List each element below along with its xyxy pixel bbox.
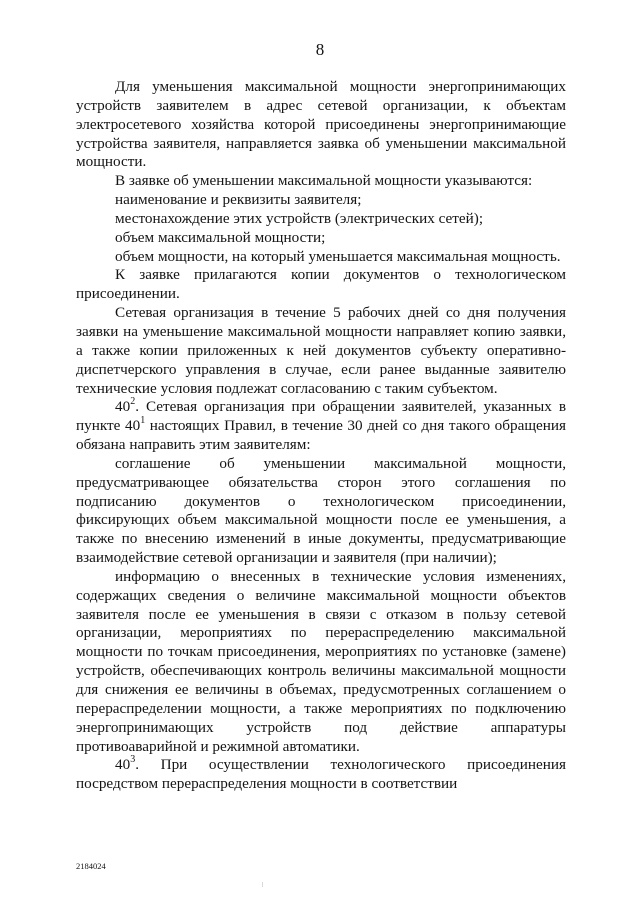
clause-40-2 — [76, 398, 566, 455]
list-item-reduced-power: объем мощности, на который уменьшается максимальная мощность. — [115, 247, 561, 265]
clause-superscript: 2 — [130, 396, 136, 408]
clause-text-part: . Сетевая организация при обращении заявителей, указанных в пункте 40 — [76, 398, 566, 435]
clause-number: 40 — [115, 398, 131, 416]
scan-mark — [262, 882, 263, 887]
paragraph-information: информацию о внесенных в технические условия изменениях, содержащих сведения о величине максимальной мощности объектов заявителя после ее уменьшения в связи с отказом в пользу сетевой организации, мероприятиях по перераспределению максимальной мощности по точкам присоединения, мероприятиях по установке (замене) устройств, обеспечивающих контроль величины максимальной мощности для снижения ее величины в объемах, предусмотренных соглашением о перераспределении мощности, а также мероприятиях по подключению энергопринимающих устройств под действие аппаратуры противоаварийной и режимной автоматики. — [76, 567, 566, 755]
paragraph-attachments: К заявке прилагаются копии документов о технологическом присоединении. — [76, 266, 566, 303]
clause-40-3 — [76, 756, 566, 794]
clause-number: 40 — [115, 756, 131, 774]
list-item-applicant-details: наименование и реквизиты заявителя; — [115, 191, 362, 209]
paragraph-network-org-5-days: Сетевая организация в течение 5 рабочих дней со дня получения заявки на уменьшение максимальной мощности направляет копию заявки, а также копии приложенных к ней документов субъекту оперативно-диспетчерского управления в случае, если ранее выданные заявителю технические условия подлежат согласованию с таким субъектом. — [76, 304, 566, 397]
document-code: 2184024 — [76, 861, 106, 871]
list-item-location: местонахождение этих устройств (электрических сетей); — [115, 209, 484, 227]
reference-superscript: 1 — [140, 415, 146, 427]
clause-text-part: . При осуществлении технологического присоединения посредством перераспределения мощности в соответствии — [76, 756, 566, 793]
clause-superscript: 3 — [130, 754, 136, 766]
paragraph-agreement: соглашение об уменьшении максимальной мощности, предусматривающее обязательства сторон этого соглашения по подписанию документов о технологическом присоединении, фиксирующих объем максимальной мощности после ее уменьшения, а также по внесению изменений в иные документы, предусматривающие взаимодействие сетевой организации и заявителя (при наличии); — [76, 454, 566, 567]
clause-text-part: настоящих Правил, в течение 30 дней со дня такого обращения обязана направить этим заявителям: — [76, 417, 566, 454]
page-number: 8 — [315, 40, 325, 59]
paragraph-application-contents: В заявке об уменьшении максимальной мощности указываются: — [115, 172, 533, 190]
body-text — [76, 78, 566, 794]
paragraph-reduction-request: Для уменьшения максимальной мощности энергопринимающих устройств заявителем в адрес сетевой организации, к объектам электросетевого хозяйства которой присоединены энергопринимающие устройства заявителя, направляется заявка об уменьшении максимальной мощности. — [76, 78, 566, 171]
list-item-max-power: объем максимальной мощности; — [115, 228, 326, 246]
